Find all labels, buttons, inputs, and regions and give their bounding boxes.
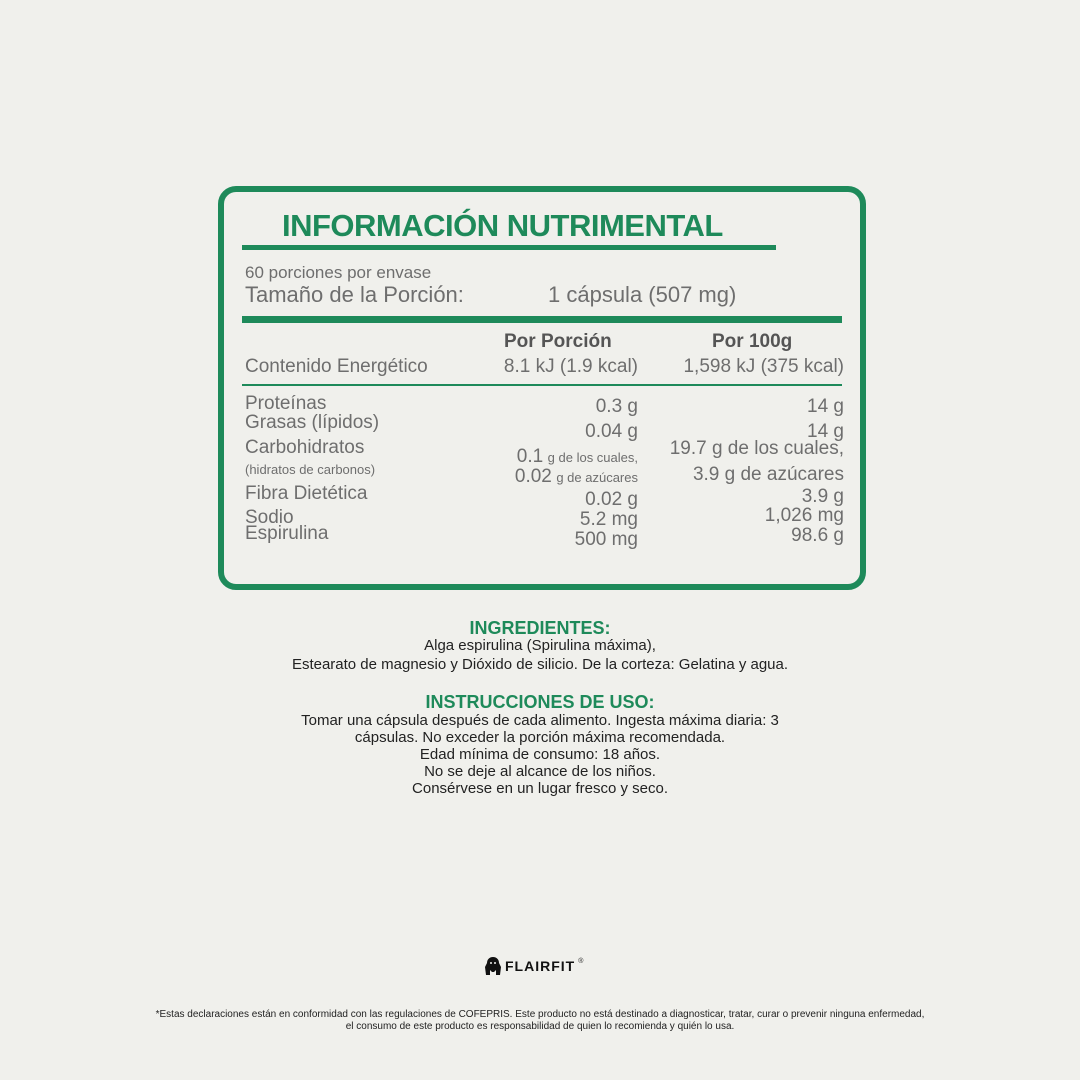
brand-trademark: ® (578, 958, 584, 965)
fat-per-serving: 0.04 g (585, 421, 638, 442)
brand-logo (484, 955, 583, 977)
nutrition-panel (218, 186, 866, 590)
carbs-per-serving-1-num: 0.1 (516, 446, 544, 467)
energy-per-serving: 8.1 kJ (1.9 kcal) (503, 356, 638, 377)
energy-per-100g: 1,598 kJ (375 kcal) (683, 356, 844, 377)
carbs-per-100g-1: 19.7 g de los cuales, (669, 438, 844, 459)
sodium-per-100g: 1,026 mg (764, 505, 844, 526)
carbs-sublabel: (hidratos de carbonos) (245, 462, 376, 477)
protein-per-serving: 0.3 g (595, 396, 638, 417)
instructions-line-1: Tomar una cápsula después de cada alimento. Ingesta máxima diaria: 3 (301, 712, 779, 729)
carbs-label: Carbohidratos (245, 437, 365, 458)
instructions-line-5: Consérvese en un lugar fresco y seco. (412, 780, 668, 797)
panel-title: INFORMACIÓN NUTRIMENTAL (282, 208, 723, 243)
col-per-100g: Por 100g (712, 331, 793, 352)
sodium-per-serving: 5.2 mg (579, 509, 638, 530)
serving-size-label: Tamaño de la Porción: (245, 282, 464, 307)
instructions-line-3: Edad mínima de consumo: 18 años. (419, 746, 661, 763)
spirulina-per-100g: 98.6 g (791, 525, 844, 546)
ingredients-line-2: Estearato de magnesio y Dióxido de silicio. De la corteza: Gelatina y agua. (291, 656, 789, 673)
spirulina-label: Espirulina (245, 523, 329, 544)
carbs-per-serving-2 (515, 466, 638, 488)
divider-thin (242, 384, 842, 386)
fiber-label: Fibra Dietética (245, 483, 368, 504)
gorilla-icon (484, 956, 502, 976)
carbs-per-serving-2-txt: g de azúcares (556, 470, 638, 485)
brand-name: FLAIRFIT (505, 958, 576, 974)
disclaimer-line-2: el consumo de este producto es responsabilidad de quien lo recomienda y quién lo usa. (345, 1021, 735, 1032)
serving-size-value: 1 cápsula (507 mg) (548, 282, 737, 307)
protein-label: Proteínas (245, 393, 327, 414)
divider-thick (242, 316, 842, 323)
col-per-serving: Por Porción (504, 331, 612, 352)
energy-label: Contenido Energético (245, 356, 428, 377)
fat-label: Grasas (lípidos) (245, 412, 380, 433)
sodium-label: Sodio (245, 507, 294, 528)
carbs-per-serving-1-txt: g de los cuales, (547, 450, 638, 465)
title-underline (242, 245, 776, 250)
spirulina-per-serving: 500 mg (574, 529, 638, 550)
ingredients-heading: INGREDIENTES: (469, 618, 611, 638)
instructions-line-2: cápsulas. No exceder la porción máxima recomendada. (354, 729, 726, 746)
carbs-per-serving-2-num: 0.02 (514, 466, 552, 487)
fiber-per-serving: 0.02 g (585, 489, 638, 510)
carbs-per-serving-1 (517, 446, 638, 468)
fiber-per-100g: 3.9 g (801, 486, 844, 507)
instructions-heading: INSTRUCCIONES DE USO: (425, 692, 655, 712)
fat-per-100g: 14 g (807, 421, 844, 442)
protein-per-100g: 14 g (807, 396, 844, 417)
servings-per-container: 60 porciones por envase (245, 263, 432, 282)
ingredients-line-1: Alga espirulina (Spirulina máxima), (424, 637, 656, 654)
instructions-line-4: No se deje al alcance de los niños. (424, 763, 656, 780)
disclaimer-line-1: *Estas declaraciones están en conformidad con las regulaciones de COFEPRIS. Este producto no está destinado a diagnosticar, tratar, curar o prevenir ninguna enfermedad, (155, 1009, 925, 1020)
carbs-per-100g-2: 3.9 g de azúcares (692, 464, 844, 485)
